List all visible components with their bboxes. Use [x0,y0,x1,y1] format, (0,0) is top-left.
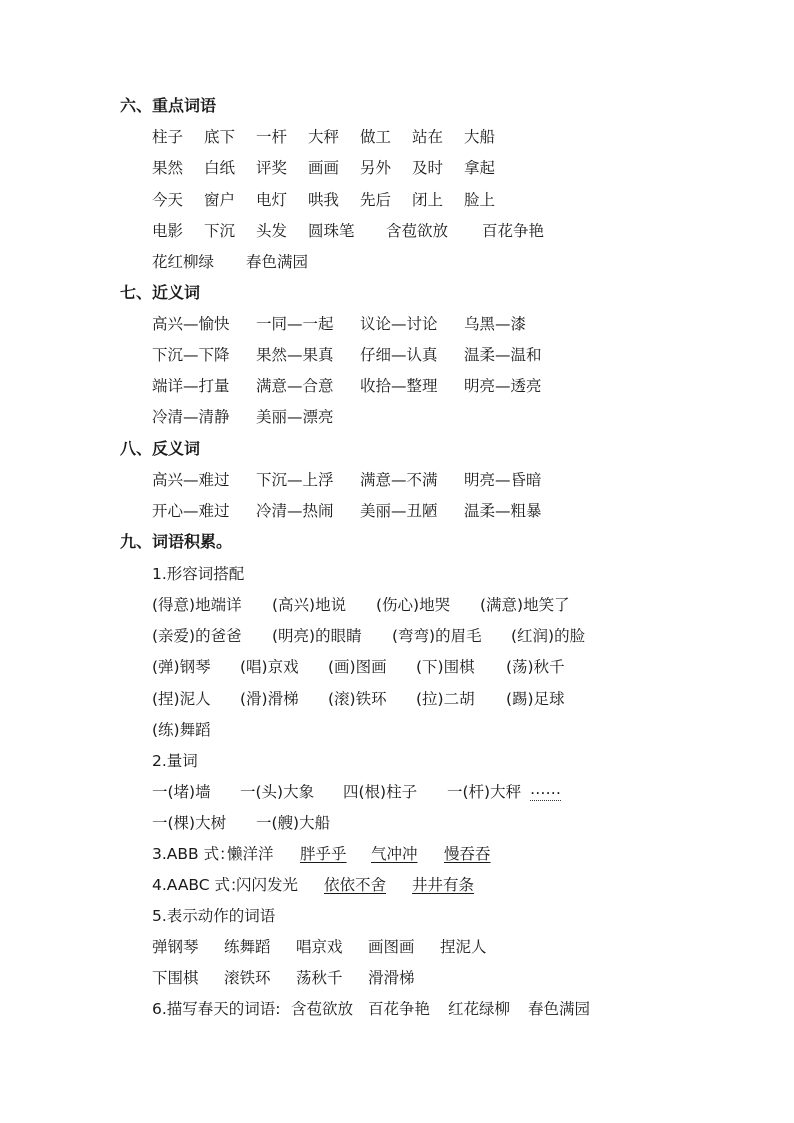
word: 唱京戏 [296,938,343,956]
word: 白纸 [204,159,236,177]
phrase: (画)图画 [328,658,387,676]
word-pair: 下沉—下降 [152,346,230,364]
ellipsis: …… [530,778,561,801]
word-row [0,622,794,650]
phrase: (高兴)地说 [272,596,347,614]
word-pair: 下沉—上浮 [256,471,334,489]
phrase: (满意)地笑了 [480,596,570,614]
word-row [0,778,794,806]
word: 及时 [412,159,444,177]
phrase: (下)围棋 [416,658,475,676]
word: 哄我 [308,191,340,209]
word-row [0,809,794,837]
phrase: (踢)足球 [506,690,565,708]
measure-word-phrase: 一(头)大象 [240,783,315,801]
word-pair: 开心—难过 [152,502,230,520]
word-pair: 明亮—昏暗 [464,471,542,489]
word-row [0,964,794,992]
word-pair: 高兴—愉快 [152,315,230,333]
measure-word-phrase: 一(堵)墙 [152,783,211,801]
word: 大秤 [308,128,340,146]
phrase: (弯弯)的眉毛 [392,627,482,645]
word: 滑滑梯 [368,969,415,987]
word: 捏泥人 [440,938,487,956]
section-heading-9: 九、词语积累。 [120,532,233,551]
measure-word-phrase: 四(根)柱子 [343,783,418,801]
word: 站在 [412,128,444,146]
word-pair: 一同—一起 [256,315,334,333]
phrase: (拉)二胡 [416,690,475,708]
phrase: (滑)滑梯 [240,690,299,708]
word-row [0,123,794,151]
word: 滚铁环 [224,969,271,987]
word: 下沉 [204,222,236,240]
subsection-title: 2.量词 [152,752,198,770]
spring-words-row [0,995,794,1023]
word: 评奖 [256,159,288,177]
word: 闪闪发光 [236,876,299,894]
word-row [0,403,794,431]
word-pair: 明亮—透亮 [464,377,542,395]
subsection-title: 1.形容词搭配 [152,565,245,583]
underlined-word: 慢吞吞 [444,845,491,863]
word: 果然 [152,159,184,177]
word: 闭上 [412,191,444,209]
word: 百花争艳 [368,1000,431,1018]
word: 花红柳绿 [152,253,215,271]
underlined-word: 依依不舍 [324,876,387,894]
phrase: (弹)钢琴 [152,658,211,676]
word-row [0,310,794,338]
word: 另外 [360,159,392,177]
word-row [0,466,794,494]
word-pair: 美丽—漂亮 [256,408,334,426]
word: 拿起 [464,159,496,177]
word: 画图画 [368,938,415,956]
word-row [0,341,794,369]
aabc-row [0,871,794,899]
word-pair: 乌黑—漆 [464,315,527,333]
word: 荡秋千 [296,969,343,987]
word: 画画 [308,159,340,177]
word: 一杆 [256,128,288,146]
phrase: (红润)的脸 [511,627,586,645]
measure-word-phrase: 一(艘)大船 [256,814,331,832]
word-row [0,186,794,214]
word: 弹钢琴 [152,938,199,956]
phrase: (得意)地端详 [152,596,242,614]
word: 今天 [152,191,184,209]
phrase: (荡)秋千 [506,658,565,676]
word: 下围棋 [152,969,199,987]
word: 先后 [360,191,392,209]
word: 含苞欲放 [291,1000,354,1018]
word-row [0,685,794,713]
word-pair: 满意—不满 [360,471,438,489]
word-pair: 收拾—整理 [360,377,438,395]
word: 电影 [152,222,184,240]
word: 做工 [360,128,392,146]
word-pair: 高兴—难过 [152,471,230,489]
underlined-word: 胖乎乎 [300,845,347,863]
word: 脸上 [464,191,496,209]
word-pair: 温柔—温和 [464,346,542,364]
word: 懒洋洋 [227,845,274,863]
word: 大船 [464,128,496,146]
phrase: (伤心)地哭 [376,596,451,614]
word: 底下 [204,128,236,146]
word-row [0,248,794,276]
word-pair: 满意—合意 [256,377,334,395]
word-pair: 果然—果真 [256,346,334,364]
section-heading-8: 八、反义词 [120,439,201,458]
word: 头发 [256,222,288,240]
phrase: (捏)泥人 [152,690,211,708]
subsection-title: 5.表示动作的词语 [152,907,276,925]
word-row [0,591,794,619]
phrase: (唱)京戏 [240,658,299,676]
word: 电灯 [256,191,288,209]
word-row [0,653,794,681]
word-pair: 美丽—丑陋 [360,502,438,520]
word-pair: 议论—讨论 [360,315,438,333]
word-pair: 冷清—清静 [152,408,230,426]
word: 窗户 [204,191,236,209]
word-pair: 端详—打量 [152,377,230,395]
word-pair: 冷清—热闹 [256,502,334,520]
word: 圆珠笔 [308,222,355,240]
word-row [0,933,794,961]
aabc-prefix: 4.AABC 式： [152,876,246,894]
phrase: (亲爱)的爸爸 [152,627,242,645]
underlined-word: 气冲冲 [371,845,418,863]
word-row [0,217,794,245]
abb-prefix: 3.ABB 式： [152,845,235,863]
word-pair: 仔细—认真 [360,346,438,364]
word-row [0,372,794,400]
word-row [0,154,794,182]
section-heading-6: 六、重点词语 [120,96,217,115]
word: 红花绿柳 [448,1000,511,1018]
word: 练舞蹈 [224,938,271,956]
phrase: (练)舞蹈 [152,721,211,739]
abb-row [0,840,794,868]
word-row [0,497,794,525]
word: 春色满园 [528,1000,591,1018]
word: 春色满园 [246,253,309,271]
underlined-word: 井井有条 [412,876,475,894]
spring-words-prefix: 6.描写春天的词语: [152,1000,281,1018]
word: 含苞欲放 [386,222,449,240]
section-heading-7: 七、近义词 [120,283,201,302]
phrase: (明亮)的眼睛 [272,627,362,645]
measure-word-phrase: 一(杆)大秤 [447,783,522,801]
word: 百花争艳 [482,222,545,240]
word-pair: 温柔—粗暴 [464,502,542,520]
word: 柱子 [152,128,184,146]
phrase: (滚)铁环 [328,690,387,708]
measure-word-phrase: 一(棵)大树 [152,814,227,832]
